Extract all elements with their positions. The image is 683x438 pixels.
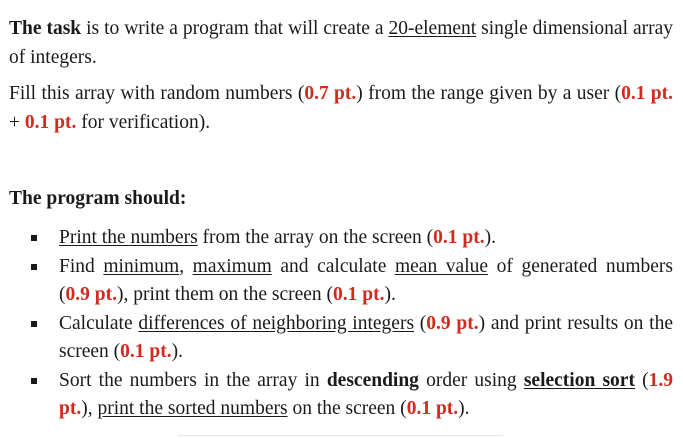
- item1-t1: from the array on the screen (: [197, 227, 434, 248]
- task-text-2: single dimensional array of integers.: [9, 18, 674, 68]
- item4-t4: on the screen (: [287, 398, 407, 419]
- fill-text-1: Fill this array with random numbers (: [9, 83, 305, 104]
- item2-t0: Find: [59, 255, 104, 277]
- item4-points-2: 0.1 pt.: [406, 398, 459, 419]
- fill-text-4: for verification).: [76, 112, 211, 133]
- task-paragraph: [9, 14, 673, 72]
- item1-t2: ).: [484, 227, 497, 248]
- points-range: 0.1 pt.: [621, 83, 674, 104]
- points-verification: 0.1 pt.: [24, 112, 77, 133]
- program-heading: The program should:: [9, 188, 187, 209]
- bullet-icon: [31, 264, 37, 270]
- bottom-divider: [178, 435, 503, 436]
- item4-selection-sort: selection sort: [523, 369, 635, 391]
- requirements-list: [9, 224, 673, 424]
- item3-t0: Calculate: [59, 312, 139, 334]
- item3-t2: ) and print results on the screen (: [59, 312, 673, 362]
- item3-points-2: 0.1 pt.: [120, 341, 172, 362]
- item2-mean: mean value: [394, 255, 489, 277]
- item2-t4: ), print them on the screen (: [116, 284, 334, 305]
- fill-text-2: ) from the range given by a user (: [356, 83, 622, 104]
- bullet-icon: [31, 378, 37, 384]
- bullet-icon: [31, 321, 37, 327]
- item4-t3: ),: [81, 398, 98, 419]
- item2-points-2: 0.1 pt.: [333, 284, 385, 305]
- item2-t1: ,: [179, 255, 193, 277]
- fill-text-3: +: [9, 112, 25, 133]
- item2-minimum: minimum: [103, 255, 180, 277]
- list-item: [9, 310, 673, 367]
- item2-maximum: maximum: [192, 255, 272, 277]
- list-item: [9, 224, 673, 253]
- item4-t1: order using: [418, 369, 524, 391]
- item4-t5: ).: [458, 398, 470, 419]
- array-size: 20-element: [388, 18, 477, 39]
- task-text-1: is to write a program that will create a: [81, 18, 389, 39]
- task-lead: The task: [9, 18, 82, 39]
- item2-points-1: 0.9 pt.: [65, 284, 117, 305]
- item1-u1: Print the numbers: [59, 227, 198, 248]
- bullet-icon: [31, 235, 37, 241]
- list-item: [9, 367, 673, 424]
- item2-t5: ).: [384, 284, 396, 305]
- item4-print-sorted: print the sorted numbers: [97, 398, 288, 419]
- assignment-document: [9, 14, 673, 424]
- item4-points-1: 1.9 pt.: [59, 369, 673, 419]
- list-item: [9, 253, 673, 310]
- fill-paragraph: [9, 79, 673, 137]
- item2-t3: of generated numbers (: [59, 255, 673, 305]
- item1-points: 0.1 pt.: [433, 227, 485, 248]
- item4-t2: (: [634, 369, 649, 391]
- points-fill: 0.7 pt.: [304, 83, 357, 104]
- item3-t1: (: [414, 312, 427, 334]
- item2-t2: and calculate: [271, 255, 395, 277]
- item3-differences: differences of neighboring integers: [138, 312, 415, 334]
- item4-descending: descending: [326, 369, 419, 391]
- item3-t3: ).: [171, 341, 184, 362]
- item4-t0: Sort the numbers in the array in: [59, 369, 327, 391]
- item3-points-1: 0.9 pt.: [426, 312, 479, 334]
